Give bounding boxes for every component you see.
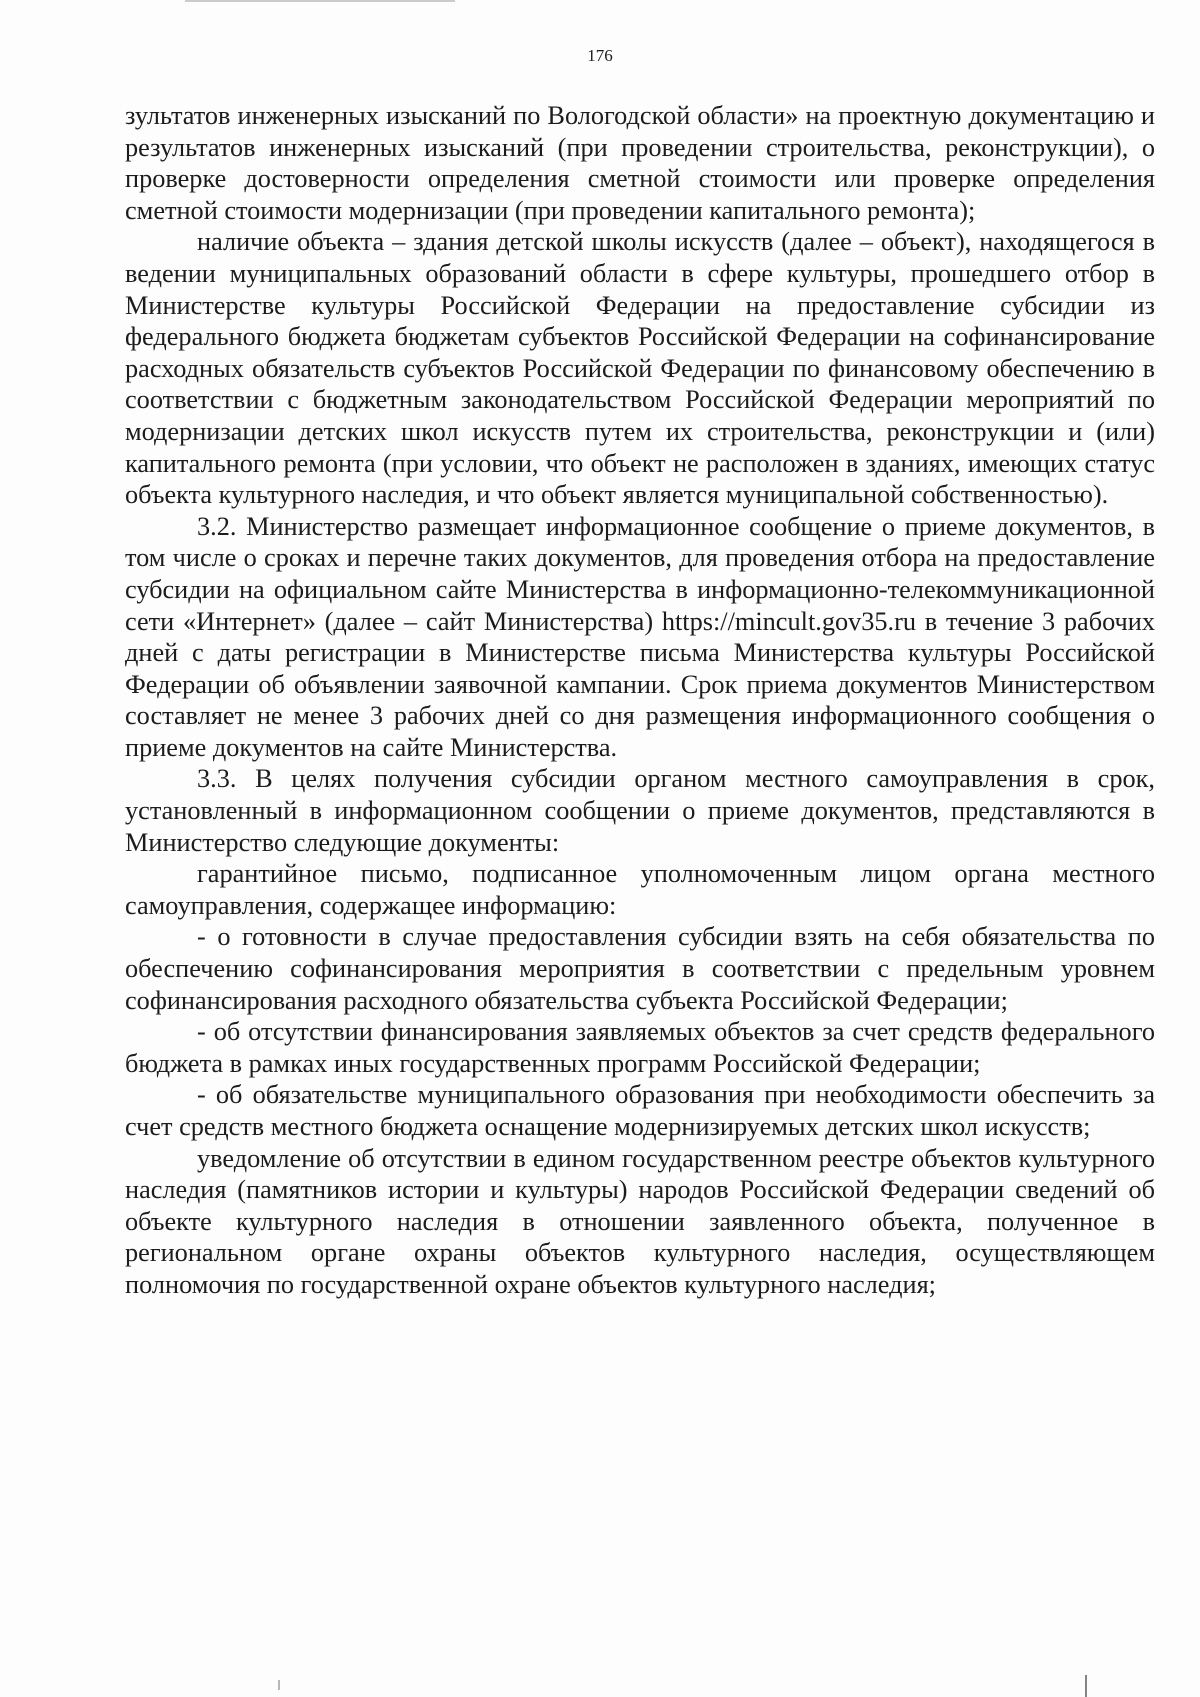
paragraph-3-2: 3.2. Министерство размещает информационное сообщение о приеме документов, в том числе о сроках и перечне таких документов, для проведения отбора на предоставление субсидии на официальном сайте Министерства в информационно-телекоммуникационной сети «Интернет» (далее – сайт Министерства) https://mincult.gov35.ru в течение 3 рабочих дней с даты регистрации в Министерстве письма Министерства культуры Российской Федерации об объявлении заявочной кампании. Срок приема документов Министерством составляет не менее 3 рабочих дней со дня размещения информационного сообщения о приеме документов на сайте Министерства. (125, 511, 1155, 762)
document-body (125, 100, 1155, 1301)
list-item-equipment-obligation: - об обязательстве муниципального образования при необходимости обеспечить за счет средств местного бюджета оснащение модернизируемых детских школ искусств; (125, 1080, 1155, 1141)
paragraph-heritage-notice: уведомление об отсутствии в едином государственном реестре объектов культурного наследия (памятников истории и культуры) народов Российской Федерации сведений об объекте культурного наследия в отношении заявленного объекта, полученное в региональном органе охраны объектов культурного наследия, осуществляющем полномочия по государственной охране объектов культурного наследия; (125, 1143, 1155, 1299)
paragraph-guarantee-letter: гарантийное письмо, подписанное уполномоченным лицом органа местного самоуправления, содержащее информацию: (125, 859, 1155, 920)
scan-artifact-top (185, 0, 455, 2)
page-number: 176 (587, 46, 613, 65)
paragraph-object-requirement: наличие объекта – здания детской школы искусств (далее – объект), находящегося в ведении муниципальных образований области в сфере культуры, прошедшего отбор в Министерстве культуры Российской Федерации на предоставление субсидии из федерального бюджета бюджетам субъектов Российской Федерации на софинансирование расходных обязательств субъектов Российской Федерации по финансовому обеспечению в соответствии с бюджетным законодательством Российской Федерации мероприятий по модернизации детских школ искусств путем их строительства, реконструкции и (или) капитального ремонта (при условии, что объект не расположен в зданиях, имеющих статус объекта культурного наследия, и что объект является муниципальной собственностью). (125, 227, 1155, 510)
list-item-no-federal-funding: - об отсутствии финансирования заявляемых объектов за счет средств федерального бюджета в рамках иных государственных программ Российской Федерации; (125, 1017, 1155, 1078)
list-item-cofinancing: - о готовности в случае предоставления субсидии взять на себя обязательства по обеспечению софинансирования мероприятия в соответствии с предельным уровнем софинансирования расходного обязательства субъекта Российской Федерации; (125, 922, 1155, 1015)
paragraph-3-3: 3.3. В целях получения субсидии органом местного самоуправления в срок, установленный в информационном сообщении о приеме документов, представляются в Министерство следующие документы: (125, 764, 1155, 857)
scan-artifact-bottom-left (278, 1680, 280, 1690)
paragraph-continuation: зультатов инженерных изысканий по Вологодской области» на проектную документацию и результатов инженерных изысканий (при проведении строительства, реконструкции), о проверке достоверности определения сметной стоимости или проверке определения сметной стоимости модернизации (при проведении капитального ремонта); (125, 101, 1155, 225)
scan-artifact-bottom-right (1085, 1675, 1087, 1697)
